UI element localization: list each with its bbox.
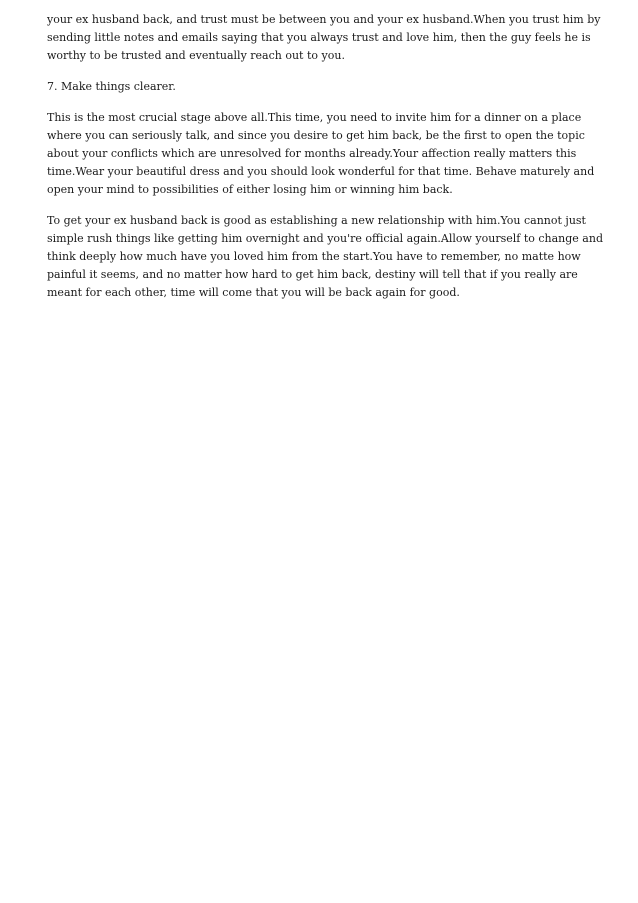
text-line: time.Wear your beautiful dress and you should look wonderful for that time. Behave maturely and bbox=[47, 165, 595, 178]
heading-text: 7. Make things clearer. bbox=[47, 80, 176, 93]
text-line: painful it seems, and no matter how hard to get him back, destiny will tell that if you really are bbox=[47, 268, 578, 281]
text-line: simple rush things like getting him overnight and you're official again.Allow yourself to change and bbox=[47, 232, 603, 245]
text-line: sending little notes and emails saying that you always trust and love him, then the guy feels he is bbox=[47, 31, 591, 44]
text-line: about your conflicts which are unresolved for months already.Your affection really matters this bbox=[47, 147, 577, 160]
document-body bbox=[47, 11, 603, 315]
text-line: This is the most crucial stage above all.This time, you need to invite him for a dinner on a place bbox=[47, 111, 582, 124]
text-line: worthy to be trusted and eventually reach out to you. bbox=[47, 49, 345, 62]
paragraph-conclusion bbox=[47, 212, 603, 302]
paragraph-trust bbox=[47, 11, 601, 65]
section-heading bbox=[47, 78, 597, 96]
text-line: meant for each other, time will come that you will be back again for good. bbox=[47, 286, 460, 299]
text-line: where you can seriously talk, and since you desire to get him back, be the first to open the topic bbox=[47, 129, 585, 142]
text-line: open your mind to possibilities of either losing him or winning him back. bbox=[47, 183, 453, 196]
text-line: To get your ex husband back is good as establishing a new relationship with him.You cannot just bbox=[47, 214, 586, 227]
text-line: think deeply how much have you loved him from the start.You have to remember, no matte how bbox=[47, 250, 581, 263]
text-line: your ex husband back, and trust must be between you and your ex husband.When you trust him by bbox=[47, 13, 601, 26]
paragraph-crucial-stage bbox=[47, 109, 597, 199]
